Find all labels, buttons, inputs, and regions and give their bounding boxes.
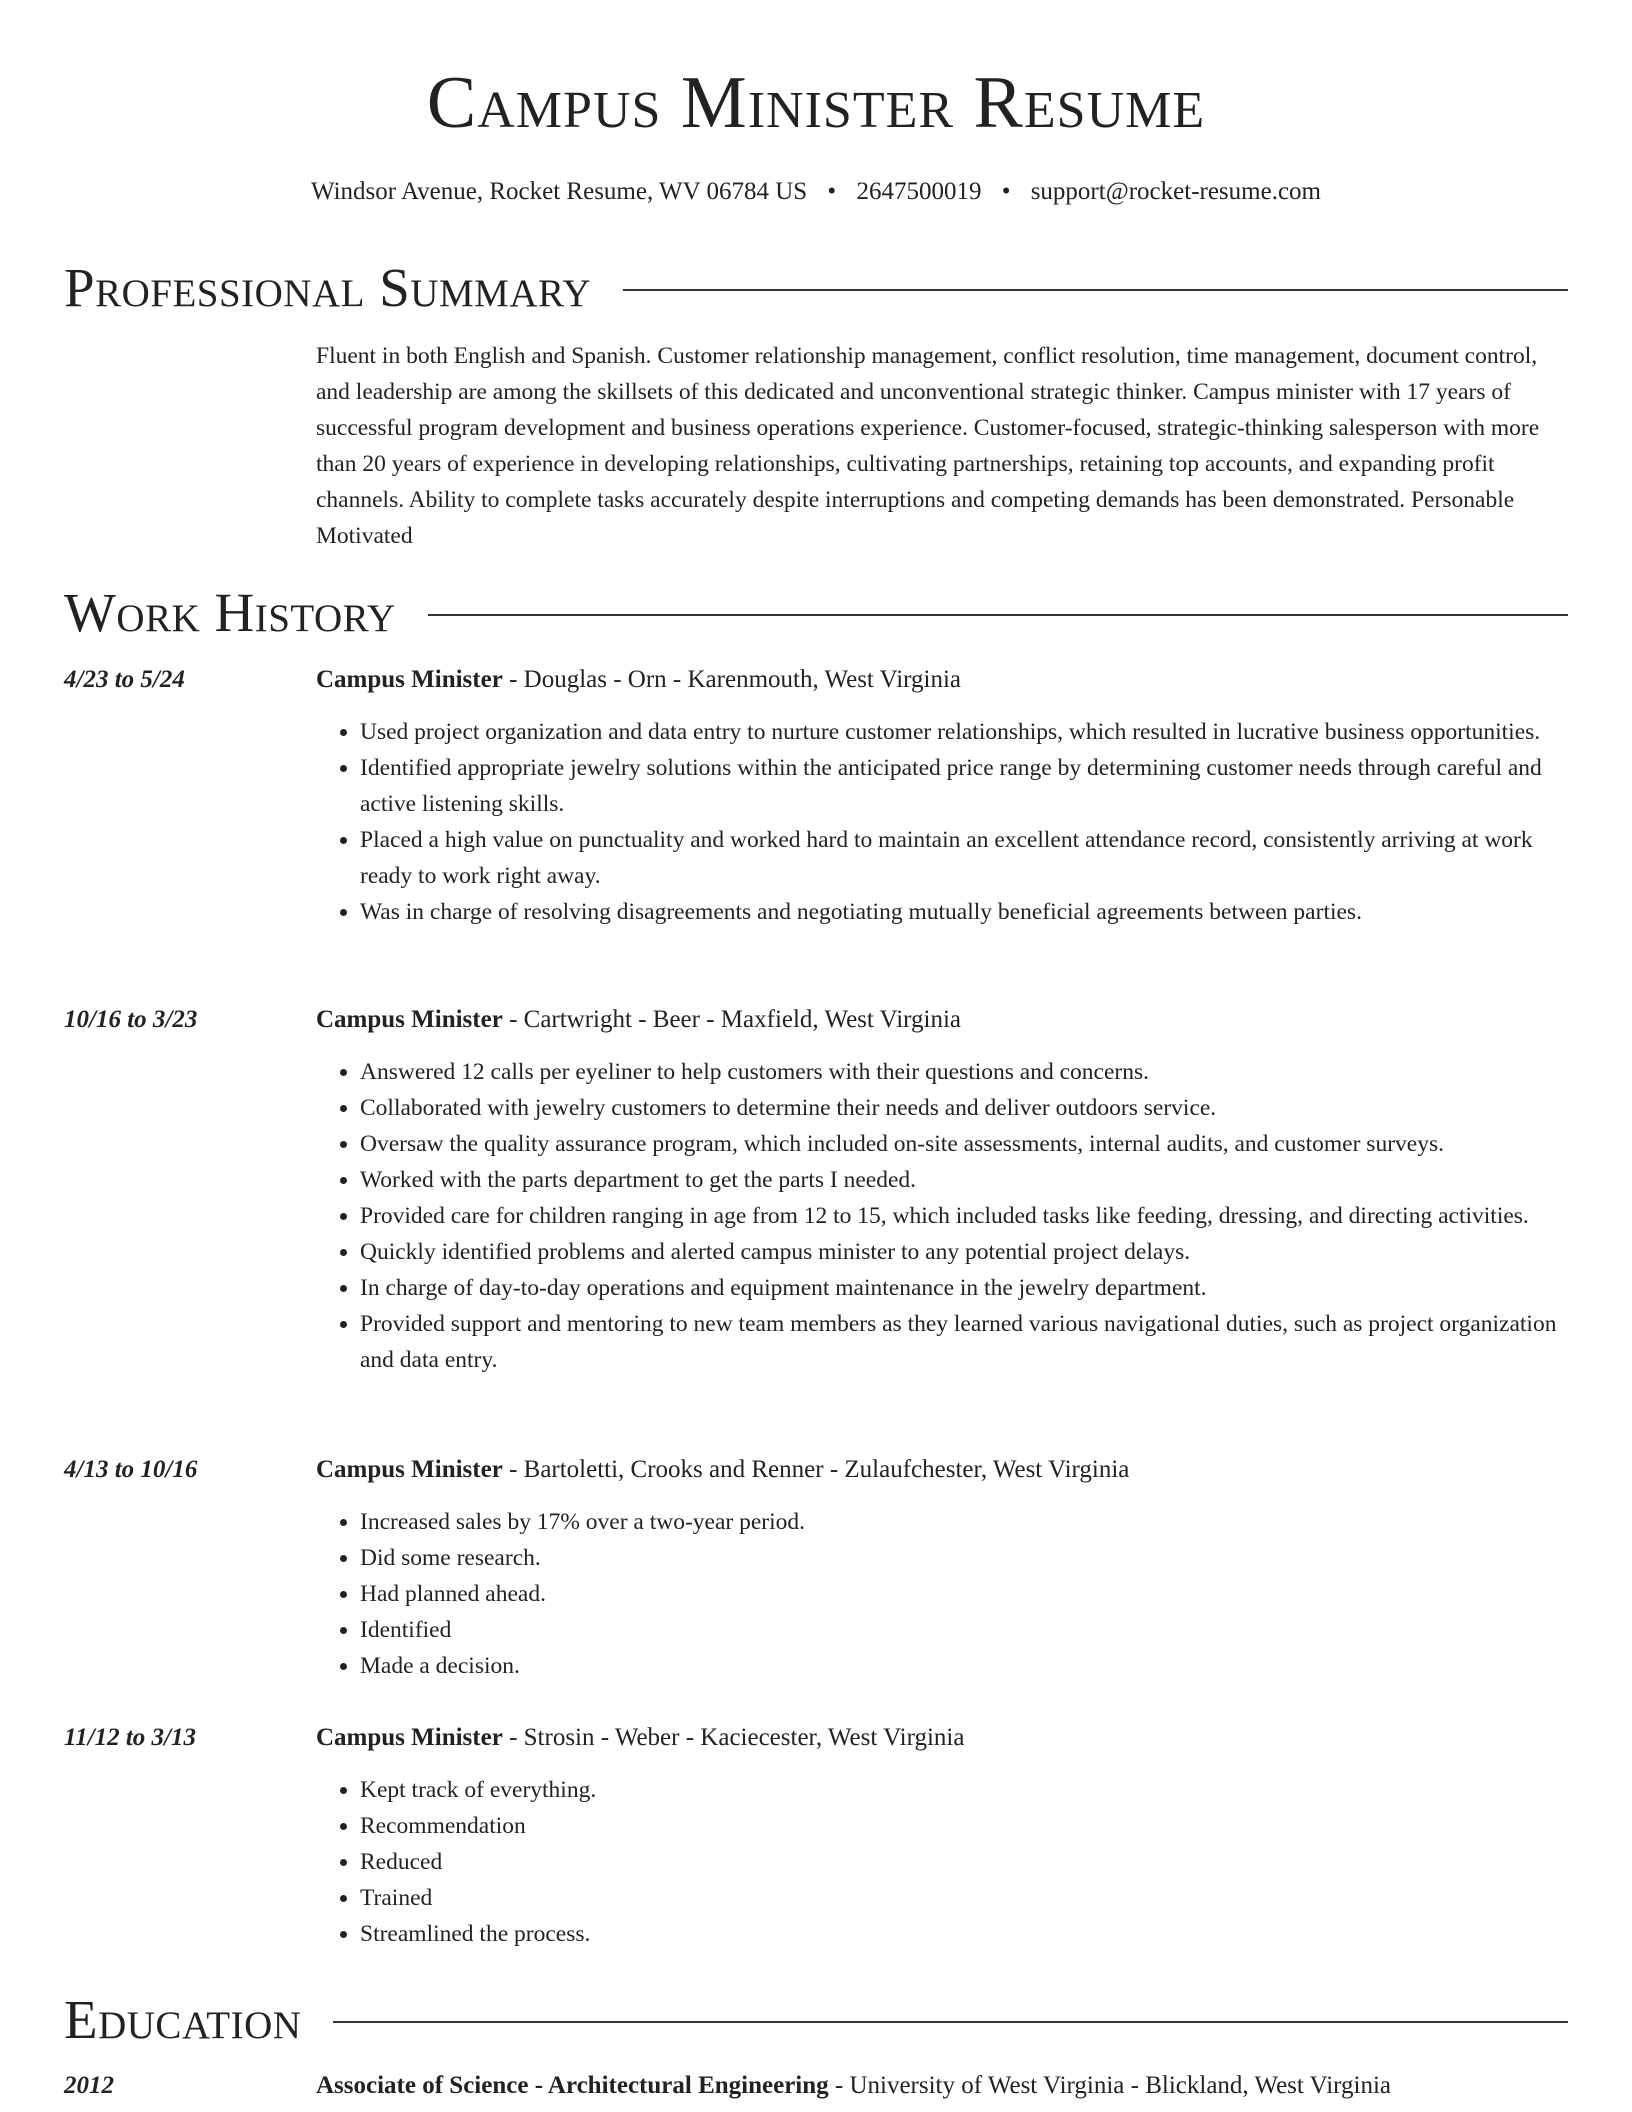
contact-phone: 2647500019 <box>856 178 982 205</box>
work-heading: Work History <box>64 582 396 643</box>
list-item: • Used project organization and data entry to nurture customer relationships, which resulted in lucrative business opportunities. <box>360 714 1568 750</box>
list-item: • Answered 12 calls per eyeliner to help customers with their questions and concerns. <box>360 1054 1568 1090</box>
resume-title: Campus Minister Resume <box>426 62 1206 144</box>
summary-heading: Professional Summary <box>64 257 592 318</box>
list-item: • Worked with the parts department to get the parts I needed. <box>360 1162 1568 1198</box>
education-year: 2012 <box>64 2072 114 2099</box>
list-item: • Provided support and mentoring to new team members as they learned various navigational duties, such as project organization and data entry. <box>360 1306 1568 1378</box>
list-item: • Placed a high value on punctuality and worked hard to maintain an excellent attendance record, consistently arriving at work ready to work right away. <box>360 822 1568 894</box>
contact-separator: • <box>1001 178 1011 205</box>
job-header <box>316 662 1568 698</box>
work-section-header <box>64 580 1568 646</box>
list-item: • In charge of day-to-day operations and equipment maintenance in the jewelry department. <box>360 1270 1568 1306</box>
job-entry <box>64 1452 1568 1684</box>
contact-email: support@rocket-resume.com <box>1030 178 1321 205</box>
list-item: • Kept track of everything. <box>360 1772 1568 1808</box>
summary-text: Fluent in both English and Spanish. Customer relationship management, conflict resolution, time management, document control, and leadership are among the skillsets of this dedicated and unconventional strategic thinker. Campus minister with 17 years of successful program development and business operations experience. Customer-focused, strategic-thinking salesperson with more than 20 years of experience in developing relationships, cultivating partnerships, retaining top accounts, and expanding profit channels. Ability to complete tasks accurately despite interruptions and competing demands has been demonstrated. Personable Motivated <box>316 343 1540 549</box>
job-role: Campus Minister <box>316 666 503 693</box>
job-entry <box>64 662 1568 930</box>
contact-line <box>0 175 1632 209</box>
job-employer: - Strosin - Weber - Kaciecester, West Virginia <box>502 1724 965 1751</box>
list-item: • Identified appropriate jewelry solutions within the anticipated price range by determining customer needs through careful and active listening skills. <box>360 750 1568 822</box>
section-divider <box>333 2021 1568 2023</box>
job-bullets <box>316 1772 1568 1952</box>
job-bullets <box>316 714 1568 930</box>
job-header <box>316 1452 1568 1488</box>
summary-section-header <box>64 255 1568 321</box>
contact-separator: • <box>827 178 837 205</box>
job-header <box>316 1002 1568 1038</box>
job-bullets <box>316 1504 1568 1684</box>
education-entry <box>64 2068 1568 2104</box>
section-divider <box>623 289 1568 291</box>
list-item: • Provided care for children ranging in age from 12 to 15, which included tasks like feeding, dressing, and directing activities. <box>360 1198 1568 1234</box>
job-entry <box>64 1002 1568 1378</box>
list-item: • Increased sales by 17% over a two-year period. <box>360 1504 1568 1540</box>
education-header <box>316 2068 1568 2104</box>
list-item: • Made a decision. <box>360 1648 1568 1684</box>
job-header <box>316 1720 1568 1756</box>
education-school: - University of West Virginia - Blickland, West Virginia <box>828 2072 1392 2099</box>
job-role: Campus Minister <box>316 1006 503 1033</box>
job-bullets <box>316 1054 1568 1378</box>
section-divider <box>428 614 1568 616</box>
job-dates: 4/23 to 5/24 <box>64 666 185 693</box>
list-item: • Collaborated with jewelry customers to determine their needs and deliver outdoors service. <box>360 1090 1568 1126</box>
list-item: • Reduced <box>360 1844 1568 1880</box>
list-item: • Oversaw the quality assurance program, which included on-site assessments, internal audits, and customer surveys. <box>360 1126 1568 1162</box>
list-item: • Did some research. <box>360 1540 1568 1576</box>
job-dates: 11/12 to 3/13 <box>64 1724 196 1751</box>
list-item: • Was in charge of resolving disagreements and negotiating mutually beneficial agreements between parties. <box>360 894 1568 930</box>
job-entry <box>64 1720 1568 1952</box>
education-degree: Associate of Science - Architectural Engineering <box>316 2072 829 2099</box>
list-item: • Trained <box>360 1880 1568 1916</box>
list-item: • Quickly identified problems and alerted campus minister to any potential project delays. <box>360 1234 1568 1270</box>
job-role: Campus Minister <box>316 1724 503 1751</box>
job-employer: - Bartoletti, Crooks and Renner - Zulaufchester, West Virginia <box>502 1456 1130 1483</box>
job-employer: - Cartwright - Beer - Maxfield, West Virginia <box>502 1006 962 1033</box>
list-item: • Identified <box>360 1612 1568 1648</box>
job-dates: 4/13 to 10/16 <box>64 1456 198 1483</box>
job-role: Campus Minister <box>316 1456 503 1483</box>
job-employer: - Douglas - Orn - Karenmouth, West Virginia <box>502 666 962 693</box>
contact-address: Windsor Avenue, Rocket Resume, WV 06784 US <box>311 178 808 205</box>
list-item: • Streamlined the process. <box>360 1916 1568 1952</box>
job-dates: 10/16 to 3/23 <box>64 1006 198 1033</box>
education-heading: Education <box>64 1989 302 2050</box>
list-item: • Had planned ahead. <box>360 1576 1568 1612</box>
education-section-header <box>64 1987 1568 2053</box>
list-item: • Recommendation <box>360 1808 1568 1844</box>
